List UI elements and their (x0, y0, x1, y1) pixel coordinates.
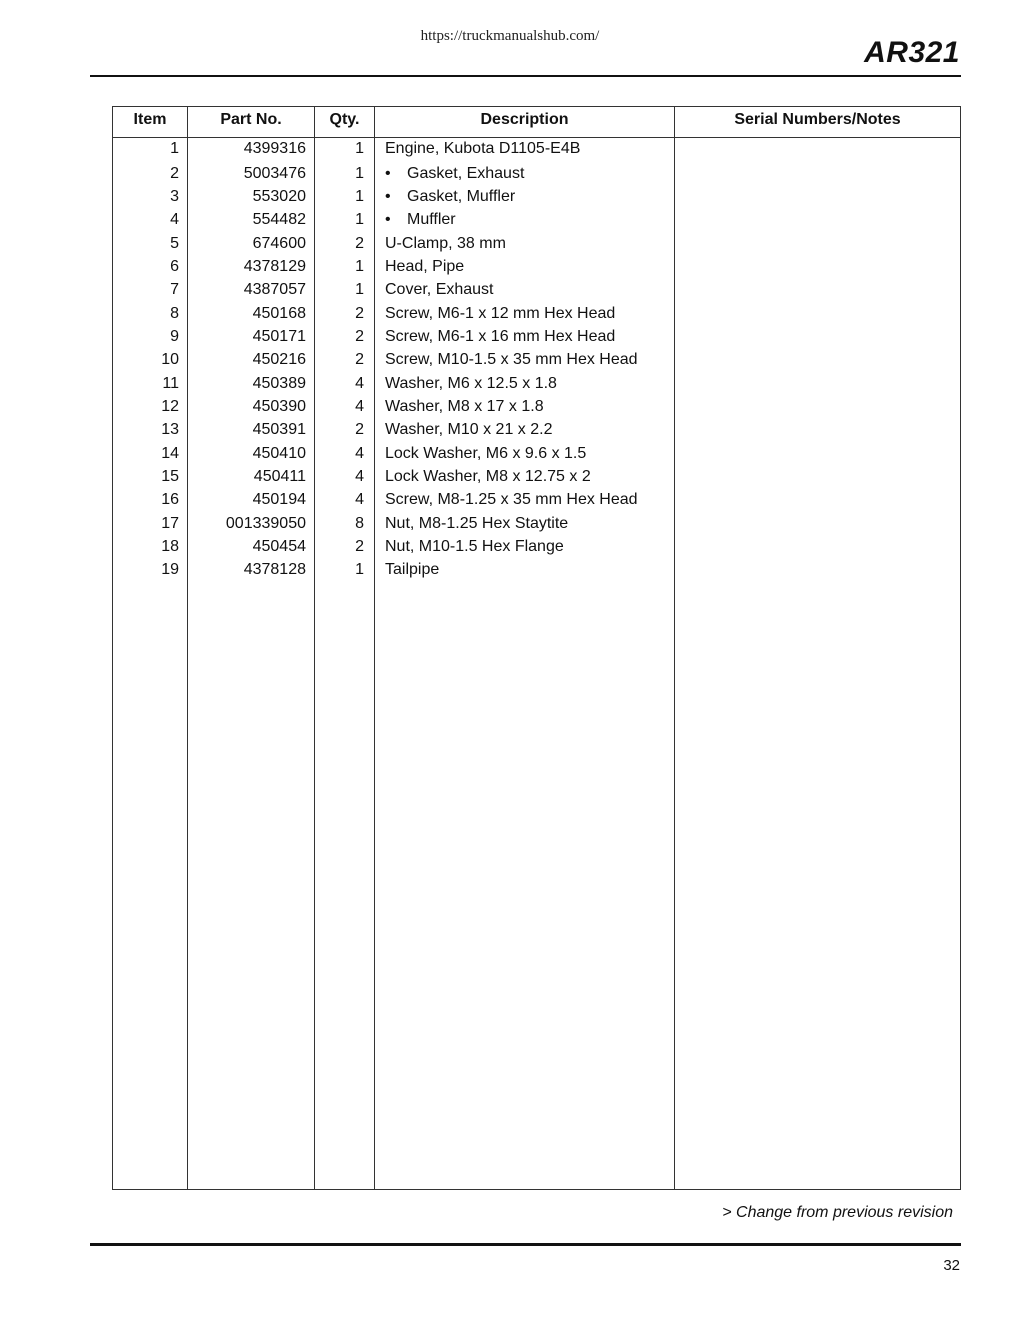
description-text: Washer, M8 x 17 x 1.8 (385, 398, 544, 415)
header-part-no: Part No. (220, 111, 282, 128)
description-cell (385, 232, 675, 255)
part-number: 450171 (252, 328, 306, 345)
quantity: 1 (355, 188, 364, 205)
bullet-icon: • (385, 188, 391, 205)
table-row (113, 395, 960, 418)
item-number: 6 (170, 258, 179, 275)
quantity: 4 (355, 398, 364, 415)
table-row (113, 348, 960, 371)
part-number: 4399316 (243, 140, 306, 157)
description-cell (385, 558, 675, 581)
quantity: 1 (355, 211, 364, 228)
item-number: 1 (170, 140, 179, 157)
part-number: 4387057 (243, 281, 306, 298)
item-number: 11 (162, 375, 179, 392)
description-cell (385, 535, 675, 558)
description-text: Lock Washer, M8 x 12.75 x 2 (385, 468, 591, 485)
quantity: 2 (355, 305, 364, 322)
table-row (113, 372, 960, 395)
part-number: 450391 (252, 421, 306, 438)
item-number: 3 (170, 188, 179, 205)
table-row (113, 418, 960, 441)
parts-table (112, 106, 961, 1190)
header-serial-notes: Serial Numbers/Notes (734, 111, 901, 128)
description-text: Engine, Kubota D1105-E4B (385, 140, 581, 157)
header-qty: Qty. (329, 111, 360, 128)
table-header (113, 107, 960, 138)
quantity: 1 (355, 258, 364, 275)
table-row (113, 535, 960, 558)
part-number: 450168 (252, 305, 306, 322)
item-number: 18 (161, 538, 179, 555)
part-number: 553020 (252, 188, 306, 205)
item-number: 17 (161, 515, 179, 532)
item-number: 10 (161, 351, 179, 368)
header-item: Item (133, 111, 167, 128)
item-number: 5 (170, 235, 179, 252)
item-number: 13 (161, 421, 179, 438)
part-number: 554482 (252, 211, 306, 228)
table-row (113, 302, 960, 325)
description-cell (385, 348, 675, 371)
table-row (113, 325, 960, 348)
quantity: 2 (355, 235, 364, 252)
description-text: Muffler (407, 211, 456, 228)
description-cell (385, 395, 675, 418)
description-cell (385, 162, 675, 185)
description-text: Head, Pipe (385, 258, 465, 275)
description-text: Gasket, Exhaust (407, 165, 525, 182)
item-number: 4 (170, 211, 179, 228)
description-cell (385, 465, 675, 488)
quantity: 1 (355, 561, 364, 578)
source-url: https://truckmanualshub.com/ (420, 28, 600, 44)
part-number: 450454 (252, 538, 306, 555)
item-number: 7 (170, 281, 179, 298)
part-number: 5003476 (243, 165, 306, 182)
description-text: Gasket, Muffler (407, 188, 516, 205)
part-number: 450410 (252, 445, 306, 462)
table-row (113, 488, 960, 511)
table-row (113, 255, 960, 278)
description-cell (385, 442, 675, 465)
table-row (113, 442, 960, 465)
footer-divider (90, 1243, 961, 1246)
quantity: 1 (355, 140, 364, 157)
description-text: Cover, Exhaust (385, 281, 494, 298)
bullet-icon: • (385, 165, 391, 182)
description-cell (385, 372, 675, 395)
description-cell (385, 208, 675, 231)
item-number: 2 (170, 165, 179, 182)
description-text: Nut, M10-1.5 Hex Flange (385, 538, 564, 555)
table-row (113, 558, 960, 581)
part-number: 450216 (252, 351, 306, 368)
quantity: 8 (355, 515, 364, 532)
table-row (113, 137, 960, 160)
item-number: 8 (170, 305, 179, 322)
item-number: 19 (161, 561, 179, 578)
quantity: 2 (355, 421, 364, 438)
quantity: 2 (355, 351, 364, 368)
table-row (113, 208, 960, 231)
model-title: AR321 (864, 36, 960, 69)
header-description: Description (480, 111, 569, 128)
item-number: 15 (161, 468, 179, 485)
description-text: Washer, M6 x 12.5 x 1.8 (385, 375, 557, 392)
quantity: 2 (355, 328, 364, 345)
part-number: 4378128 (243, 561, 306, 578)
description-cell (385, 185, 675, 208)
description-cell (385, 512, 675, 535)
header-divider (90, 75, 961, 77)
quantity: 4 (355, 375, 364, 392)
part-number: 674600 (252, 235, 306, 252)
table-row (113, 162, 960, 185)
item-number: 9 (170, 328, 179, 345)
description-text: U-Clamp, 38 mm (385, 235, 506, 252)
page-number: 32 (943, 1257, 960, 1274)
table-row (113, 465, 960, 488)
quantity: 4 (355, 491, 364, 508)
description-cell (385, 255, 675, 278)
table-row (113, 278, 960, 301)
item-number: 14 (161, 445, 179, 462)
description-text: Tailpipe (385, 561, 440, 578)
description-cell (385, 137, 675, 160)
description-text: Lock Washer, M6 x 9.6 x 1.5 (385, 445, 587, 462)
quantity: 4 (355, 468, 364, 485)
description-cell (385, 278, 675, 301)
item-number: 12 (161, 398, 179, 415)
part-number: 450194 (252, 491, 306, 508)
description-text: Washer, M10 x 21 x 2.2 (385, 421, 553, 438)
quantity: 2 (355, 538, 364, 555)
quantity: 1 (355, 165, 364, 182)
description-text: Screw, M6-1 x 12 mm Hex Head (385, 305, 616, 322)
description-cell (385, 418, 675, 441)
description-cell (385, 325, 675, 348)
part-number: 4378129 (243, 258, 306, 275)
revision-note: > Change from previous revision (722, 1204, 953, 1221)
table-row (113, 512, 960, 535)
table-row (113, 185, 960, 208)
quantity: 1 (355, 281, 364, 298)
description-text: Screw, M10-1.5 x 35 mm Hex Head (385, 351, 638, 368)
item-number: 16 (161, 491, 179, 508)
part-number: 450389 (252, 375, 306, 392)
part-number: 001339050 (225, 515, 306, 532)
bullet-icon: • (385, 211, 391, 228)
part-number: 450390 (252, 398, 306, 415)
description-text: Screw, M6-1 x 16 mm Hex Head (385, 328, 616, 345)
description-text: Screw, M8-1.25 x 35 mm Hex Head (385, 491, 638, 508)
quantity: 4 (355, 445, 364, 462)
table-row (113, 232, 960, 255)
description-cell (385, 302, 675, 325)
description-cell (385, 488, 675, 511)
part-number: 450411 (253, 468, 306, 485)
description-text: Nut, M8-1.25 Hex Staytite (385, 515, 569, 532)
